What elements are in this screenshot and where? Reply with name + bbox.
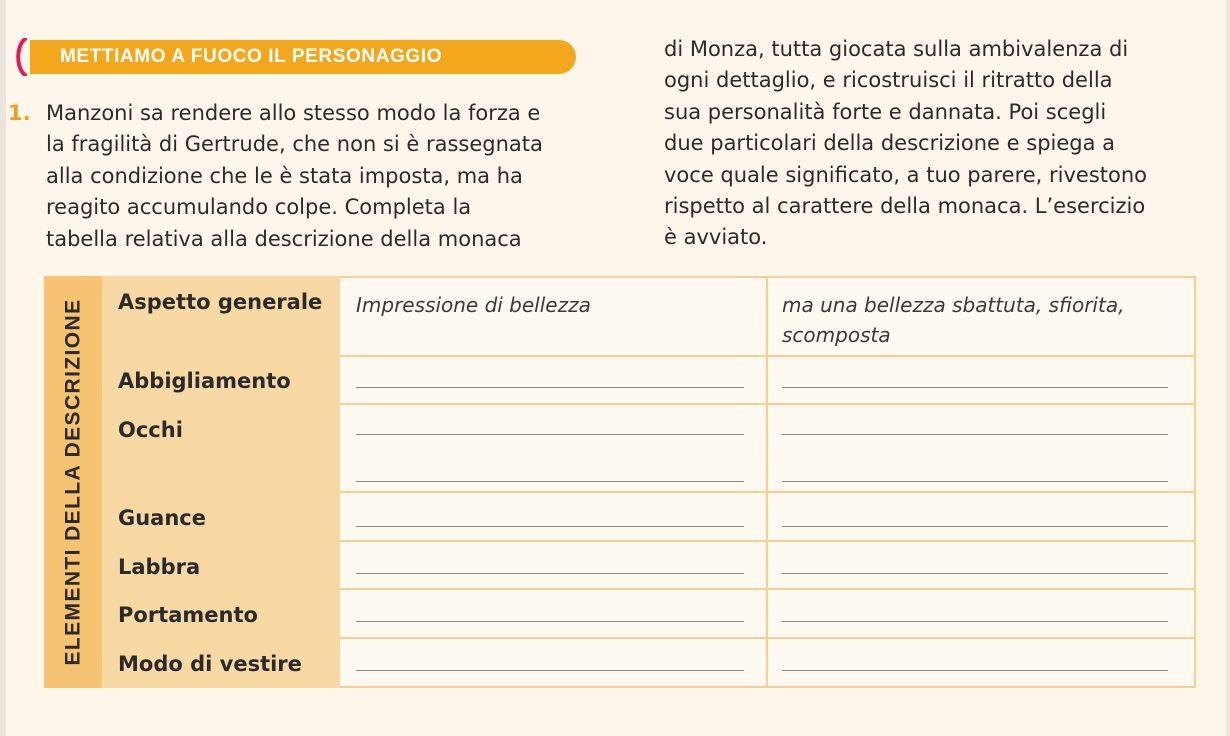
cell-aspetto-col2-line1: ma una bellezza sbattuta, sfiorita, xyxy=(782,293,1125,317)
row-divider xyxy=(340,403,1196,405)
answer-blank[interactable] xyxy=(782,434,1168,435)
answer-grid xyxy=(340,276,1196,688)
cell-aspetto-col1: Impressione di bellezza xyxy=(356,293,591,317)
answer-blank[interactable] xyxy=(782,670,1168,671)
row-divider xyxy=(340,540,1196,542)
text-line: tabella relativa alla descrizione della monaca xyxy=(46,226,522,251)
text-line: Manzoni sa rendere allo stesso modo la forza e xyxy=(46,101,541,125)
bracket-icon xyxy=(14,38,28,76)
answer-blank[interactable] xyxy=(356,670,744,671)
row-divider xyxy=(340,355,1196,357)
answer-blank[interactable] xyxy=(356,481,744,482)
row-label-portamento: Portamento xyxy=(118,603,258,627)
exercise-text-right xyxy=(664,34,1224,254)
banner-pill xyxy=(30,40,576,74)
row-divider xyxy=(340,686,1196,688)
section-banner xyxy=(14,38,576,76)
row-label-modo-di-vestire: Modo di vestire xyxy=(118,652,302,676)
table-side-label xyxy=(44,276,102,688)
answer-blank[interactable] xyxy=(782,387,1168,388)
column-divider xyxy=(766,276,768,688)
page-edge-left xyxy=(0,0,6,736)
answer-blank[interactable] xyxy=(782,481,1168,482)
row-divider xyxy=(340,491,1196,493)
text-line: voce quale significato, a tuo parere, rivestono xyxy=(664,162,1148,187)
answer-blank[interactable] xyxy=(782,573,1168,574)
row-label-guance: Guance xyxy=(118,506,206,530)
text-line: due particolari della descrizione e spiega a xyxy=(664,131,1116,156)
answer-blank[interactable] xyxy=(356,434,744,435)
page-edge-right xyxy=(1226,0,1230,736)
exercise-text-left xyxy=(46,98,606,255)
row-divider xyxy=(340,588,1196,590)
row-label-occhi: Occhi xyxy=(118,418,183,442)
answer-blank[interactable] xyxy=(356,573,744,574)
row-label-abbigliamento: Abbigliamento xyxy=(118,369,291,393)
answer-blank[interactable] xyxy=(356,621,744,622)
row-label-labbra: Labbra xyxy=(118,555,201,579)
answer-blank[interactable] xyxy=(356,526,744,527)
exercise-number: 1. xyxy=(8,101,31,125)
text-line: reagito accumulando colpe. Completa la xyxy=(46,195,472,220)
text-line: ogni dettaglio, e ricostruisci il ritratto della xyxy=(664,68,1113,93)
answer-blank[interactable] xyxy=(356,387,744,388)
text-line: rispetto al carattere della monaca. L’esercizio xyxy=(664,194,1146,219)
answer-blank[interactable] xyxy=(782,621,1168,622)
row-divider xyxy=(340,637,1196,639)
answer-blank[interactable] xyxy=(782,526,1168,527)
description-table xyxy=(44,276,1196,688)
text-line: di Monza, tutta giocata sulla ambivalenza di xyxy=(664,37,1129,61)
text-line: alla condizione che le è stata imposta, ma ha xyxy=(46,163,523,188)
side-label-text: ELEMENTI DELLA DESCRIZIONE xyxy=(61,298,84,666)
text-line: è avviato. xyxy=(664,225,768,250)
cell-aspetto-col2-line2: scomposta xyxy=(782,323,891,347)
text-line: la fragilità di Gertrude, che non si è rassegnata xyxy=(46,132,543,157)
row-label-aspetto-generale: Aspetto generale xyxy=(118,290,323,314)
text-line: sua personalità forte e dannata. Poi scegli xyxy=(664,99,1107,124)
section-title: METTIAMO A FUOCO IL PERSONAGGIO xyxy=(60,46,443,67)
